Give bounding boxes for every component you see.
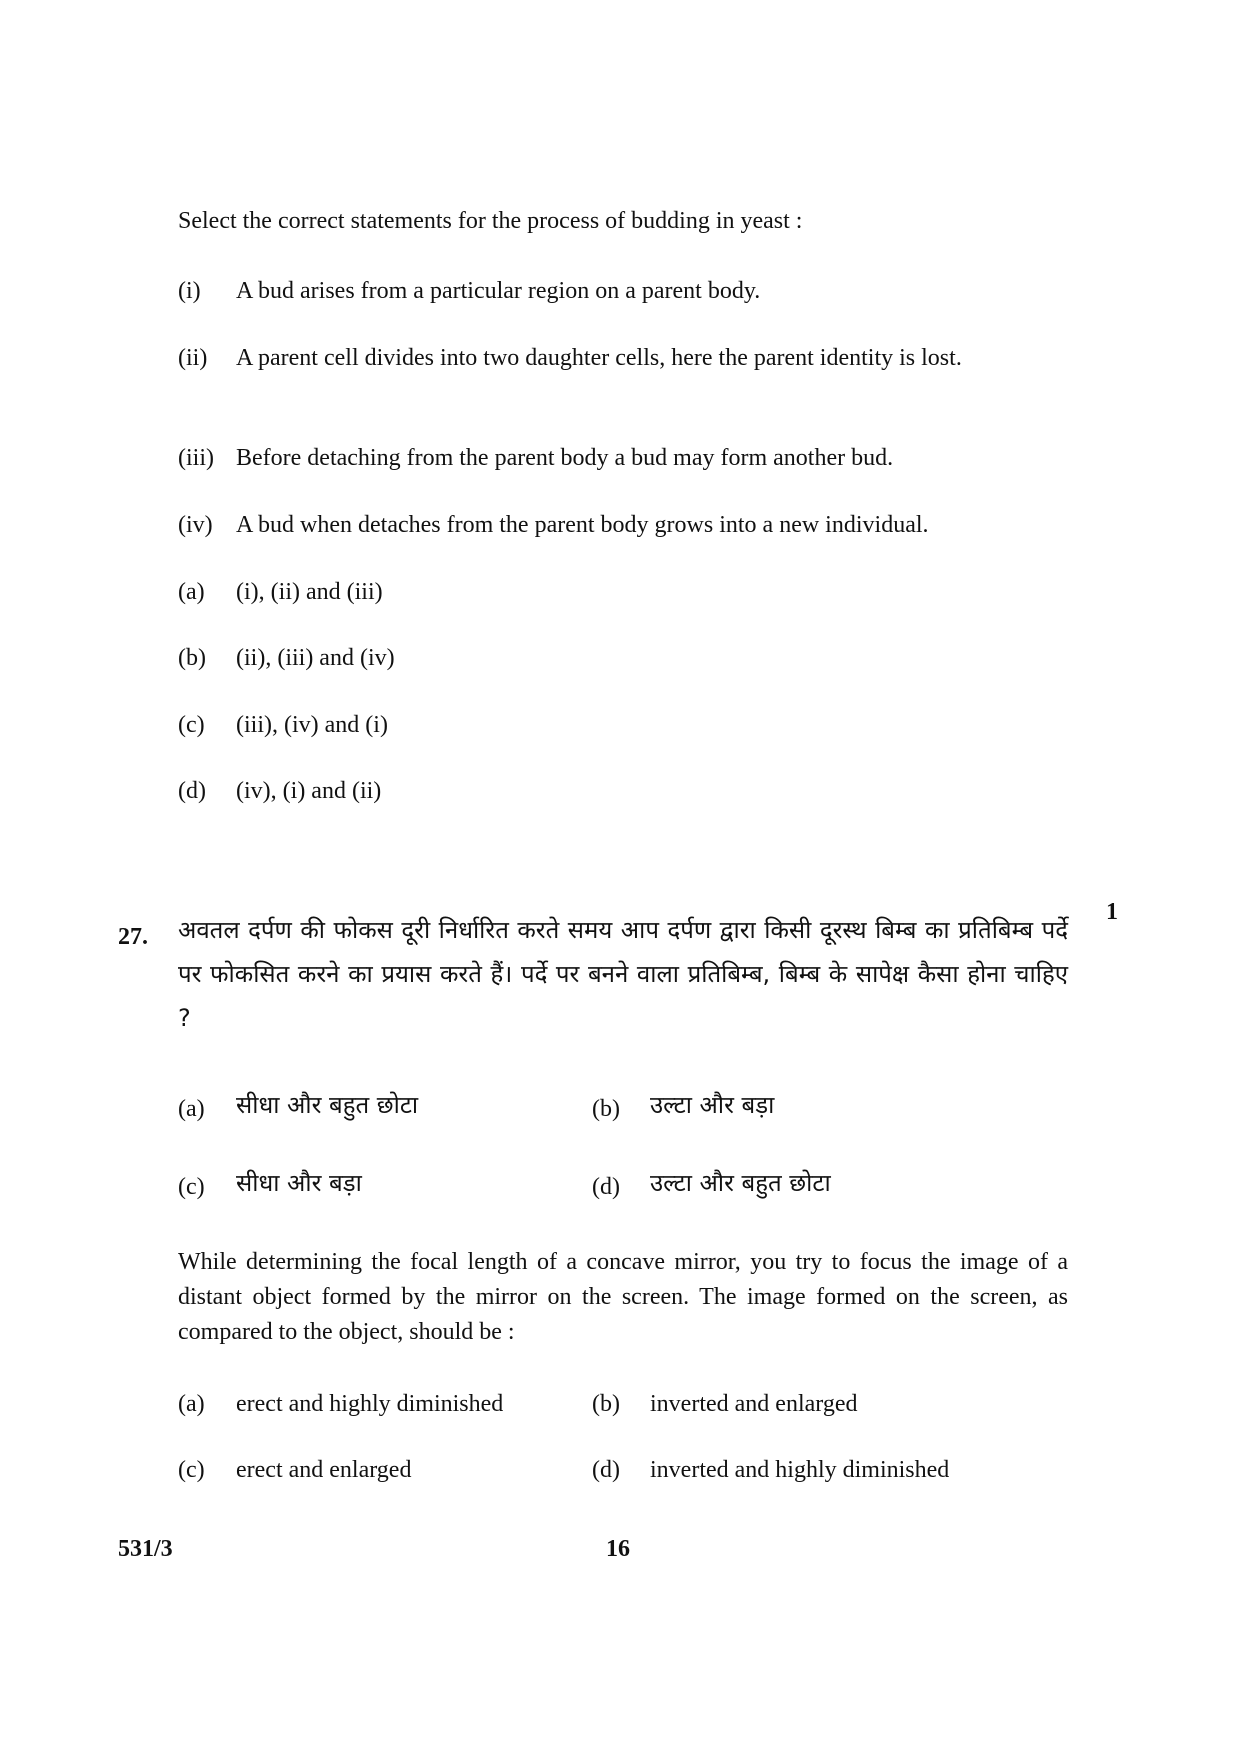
q27-english-option-label-c: (c): [178, 1457, 205, 1483]
q27-number: 27.: [118, 924, 148, 950]
q26-statement-label-1: (i): [178, 278, 201, 304]
q27-hindi-option-label-c: (c): [178, 1174, 205, 1200]
q26-option-text-a: (i), (ii) and (iii): [236, 579, 383, 605]
q26-option-text-b: (ii), (iii) and (iv): [236, 645, 395, 671]
q27-hindi-option-text-c: सीधा और बड़ा: [236, 1169, 362, 1197]
q27-english-option-label-b: (b): [592, 1391, 620, 1417]
q27-english-option-label-a: (a): [178, 1391, 205, 1417]
q27-english-option-text-b: inverted and enlarged: [650, 1391, 858, 1417]
q26-statement-text-3: Before detaching from the parent body a bud may form another bud.: [236, 445, 894, 471]
q26-statement-label-2: (ii): [178, 345, 208, 371]
q27-hindi-option-text-a: सीधा और बहुत छोटा: [236, 1091, 419, 1119]
q26-option-label-c: (c): [178, 712, 205, 738]
footer-page-number: 16: [606, 1536, 630, 1562]
q26-option-text-c: (iii), (iv) and (i): [236, 712, 388, 738]
q27-hindi-option-text-b: उल्टा और बड़ा: [650, 1091, 775, 1119]
q27-hindi-option-label-d: (d): [592, 1174, 620, 1200]
q26-statement-label-4: (iv): [178, 512, 213, 538]
q26-question-text: Select the correct statements for the process of budding in yeast :: [178, 208, 803, 234]
q27-hindi-option-text-d: उल्टा और बहुत छोटा: [650, 1169, 831, 1197]
q26-statement-text-4: A bud when detaches from the parent body grows into a new individual.: [236, 512, 929, 538]
q26-statement-text-2: A parent cell divides into two daughter cells, here the parent identity is lost.: [236, 345, 962, 371]
q27-hindi-option-label-b: (b): [592, 1096, 620, 1122]
q26-statement-label-3: (iii): [178, 445, 214, 471]
q27-hindi-question: अवतल दर्पण की फोकस दूरी निर्धारित करते समय आप दर्पण द्वारा किसी दूरस्थ बिम्ब का प्रतिबिम्ब पर्दे पर फोकसित करने का प्रयास करते हैं। पर्दे पर बनने वाला प्रतिबिम्ब, बिम्ब के सापेक्ष कैसा होना चाहिए ?: [178, 916, 1068, 1032]
q27-english-option-text-c: erect and enlarged: [236, 1457, 412, 1483]
q26-option-label-a: (a): [178, 579, 205, 605]
q27-english-option-text-d: inverted and highly diminished: [650, 1457, 950, 1483]
footer-paper-code: 531/3: [118, 1536, 173, 1562]
q27-marks: 1: [1106, 899, 1118, 925]
q27-hindi-option-label-a: (a): [178, 1096, 205, 1122]
q26-statement-text-1: A bud arises from a particular region on a parent body.: [236, 278, 761, 304]
q27-english-option-label-d: (d): [592, 1457, 620, 1483]
q27-english-option-text-a: erect and highly diminished: [236, 1391, 504, 1417]
q26-option-label-b: (b): [178, 645, 206, 671]
q27-english-question: While determining the focal length of a concave mirror, you try to focus the image of a distant object formed by the mirror on the screen. The image formed on the screen, as compared to the object, should be :: [178, 1249, 1068, 1345]
q26-option-text-d: (iv), (i) and (ii): [236, 778, 382, 804]
q26-option-label-d: (d): [178, 778, 206, 804]
